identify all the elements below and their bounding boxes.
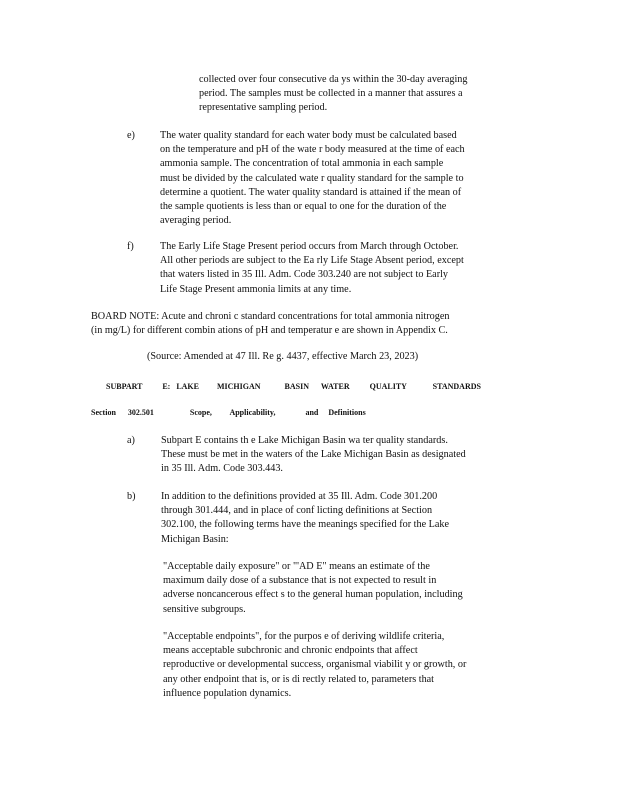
text-line: Life Stage Present ammonia limits at any time.	[160, 283, 352, 295]
text-line: adverse noncancerous effect s to the general human population, including	[163, 589, 463, 601]
para-e	[160, 129, 465, 228]
text-line: In addition to the definitions provided at 35 Ill. Adm. Code 301.200	[161, 491, 438, 502]
text-line: These must be met in the waters of the Lake Michigan Basin as designated	[161, 449, 466, 461]
para-b	[161, 490, 449, 547]
text-line: (in mg/L) for different combin ations of pH and temperatur e are shown in Appendix C.	[91, 325, 448, 337]
text-line: any other endpoint that is, or is di rectly related to, parameters that	[163, 673, 435, 685]
para-f-label: f)	[127, 241, 134, 252]
text-line: the sample quotients is less than or equal to one for the duration of the	[160, 201, 447, 213]
para-d-continuation	[199, 73, 467, 116]
text-line: maximum daily dose of a substance that is not expected to result in	[163, 575, 437, 587]
definition-acceptable-endpoints	[163, 630, 466, 701]
text-line: collected over four consecutive da ys within the 30-day averaging	[199, 74, 468, 85]
definition-ade	[163, 560, 463, 617]
text-line: averaging period.	[160, 215, 232, 227]
text-line: period. The samples must be collected in a manner that assures a	[199, 88, 463, 100]
text-line: in 35 Ill. Adm. Code 303.443.	[161, 463, 283, 475]
para-f	[160, 240, 464, 297]
text-line: "Acceptable daily exposure" or "'AD E" means an estimate of the	[163, 561, 430, 572]
text-line: through 301.444, and in place of conf licting definitions at Section	[161, 505, 433, 517]
text-line: sensitive subgroups.	[163, 603, 246, 615]
text-line: Subpart E contains th e Lake Michigan Basin wa ter quality standards.	[161, 435, 448, 446]
subpart-heading: SUBPART E: LAKE MICHIGAN BASIN WATER QUALITY STANDARDS	[106, 382, 481, 391]
text-line: reproductive or developmental success, organismal viabilit y or growth, or	[163, 659, 467, 671]
para-b-label: b)	[127, 491, 136, 502]
text-line: All other periods are subject to the Ea rly Life Stage Absent period, except	[160, 255, 464, 267]
text-line: determine a quotient. The water quality standard is attained if the mean of	[160, 186, 462, 198]
text-line: "Acceptable endpoints", for the purpos e of deriving wildlife criteria,	[163, 631, 445, 642]
text-line: The water quality standard for each water body must be calculated based	[160, 130, 457, 141]
text-line: must be divided by the calculated wate r quality standard for the sample to	[160, 172, 464, 184]
para-e-label: e)	[127, 130, 135, 141]
text-line: ammonia sample. The concentration of total ammonia in each sample	[160, 158, 444, 170]
text-line: representative sampling period.	[199, 102, 328, 114]
para-a-label: a)	[127, 435, 135, 446]
source-line: (Source: Amended at 47 Ill. Re g. 4437, effective March 23, 2023)	[147, 351, 419, 362]
text-line: that waters listed in 35 Ill. Adm. Code 303.240 are not subject to Early	[160, 269, 449, 281]
text-line: The Early Life Stage Present period occurs from March through October.	[160, 241, 459, 252]
board-note	[91, 310, 449, 338]
text-line: 302.100, the following terms have the meanings specified for the Lake	[161, 519, 449, 531]
text-line: on the temperature and pH of the wate r body measured at the time of each	[160, 144, 465, 156]
para-a	[161, 434, 466, 477]
section-heading: Section 302.501 Scope, Applicability, and Definitions	[91, 408, 366, 417]
text-line: Michigan Basin:	[161, 533, 229, 545]
text-line: influence population dynamics.	[163, 687, 292, 699]
text-line: BOARD NOTE: Acute and chroni c standard concentrations for total ammonia nitrogen	[91, 311, 450, 322]
text-line: means acceptable subchronic and chronic endpoints that affect	[163, 645, 418, 657]
